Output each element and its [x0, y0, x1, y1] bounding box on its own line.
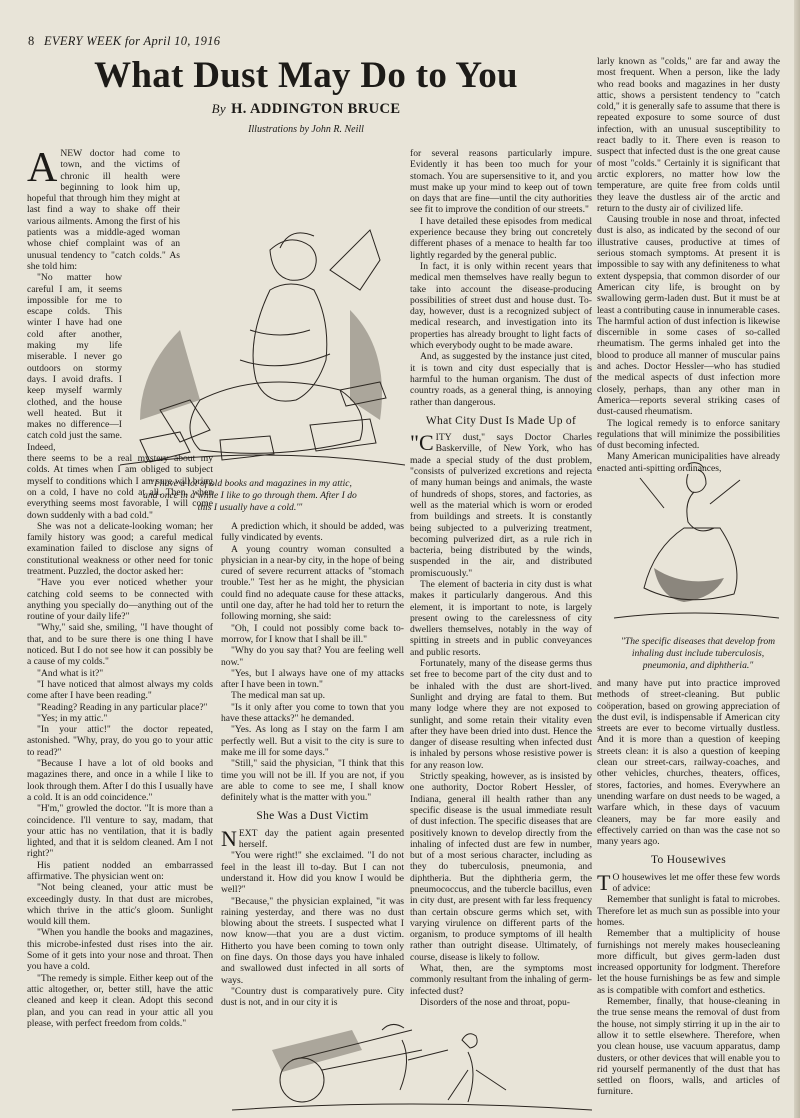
- col4-p6: T O housewives let me offer these few words of advice:: [597, 869, 780, 895]
- col2-p8: "Yes. As long as I stay on the farm I am perfectly well. But a visit to the city is sure to make me ill for some days.": [221, 724, 404, 758]
- col2-p5: "Yes, but I always have one of my attacks after I have been in town.": [221, 667, 404, 691]
- col2-p13: "Country dust is comparatively pure. City dust is not, and in our city it is: [221, 985, 404, 1009]
- subhead-city-dust: What City Dust Is Made Up of: [425, 414, 577, 427]
- col2-p11: "You were right!" she exclaimed. "I do not feel in the least ill to-day. But I can not understand it. How did you know I would be well?": [221, 850, 404, 896]
- col1-p3: there seems to be a real mystery about my colds. At times when I am obliged to subject myself to conditions which I am sure will bring on a cold, I have no cold at all. Then, when everything seems most favorable, I will come down suddenly with a bad cold.": [27, 453, 213, 521]
- col1-p1: ANEW doctor had come to town, and the victims of chronic ill health were beginning to look him up, hopeful that through him they might at last find a way to shake off their various ailments. Among the first of his patients was a middle-aged woman whose chief complaint was of an unusual tendency to "catch colds." As she told him:: [27, 145, 180, 272]
- col4-p3: The logical remedy is to enforce sanitary regulations that will minimize the possibilities of dust becoming infected.: [597, 417, 780, 452]
- col4-p2: Causing trouble in nose and throat, infected dust is also, as indicated by the second of our illustrative causes, productive at times of serious stomach symptoms. At present it is impossible to say with any definiteness to what extent dyspepsia, that common disorder of our American city life, is brought on by swallowing germ-laden dust. But it must be at least a contributing cause in innumerable cases. The harmful action of dust infection is likewise discernible in some cases of so-called rheumatism. The germs inhaled get into the blood to produce all manner of muscular pains and aches. Doctor Hessler—who has studied the medical aspects of dust infection more closely, perhaps, than any other man in America—reports several striking cases of dust-caused rheumatism.: [597, 214, 780, 418]
- col1-p12: "Because I have a lot of old books and magazines there, and once in a while I like to look through them. After I do this I usually have a cold. It is an odd coincidence.": [27, 758, 213, 803]
- article-title: What Dust May Do to You: [94, 55, 518, 96]
- author-name: H. ADDINGTON BRUCE: [231, 101, 401, 117]
- col1-p17: "The remedy is simple. Either keep out of the attic altogether, or, better still, have the attic cleaned and keep it clean. Adopt this second plan, and you can read in your attic all you please, with perfect freedom from colds.": [27, 972, 213, 1029]
- col3-p6: The element of bacteria in city dust is what makes it particularly dangerous. And this element, it is important to note, is largely present owing to the carelessness of city dwellers themselves, notably in the way of spitting in streets and in public conveyances and public resorts.: [410, 578, 592, 658]
- page-number: 8: [28, 34, 35, 48]
- col1-p6: "Why," said she, smiling, "I have thought of that, and to be sure there is one thing I have noticed. But I do not see how it can possibly be a cause of my colds.": [27, 622, 213, 668]
- dancer-illustration: [614, 448, 779, 628]
- col1-p13: "H'm," growled the doctor. "It is more than a coincidence. I'll venture to say, madam, that your attic has no ventilation, that it is badly lighted, and that it is seldom cleaned. Am I not right?": [27, 803, 213, 860]
- col1-p10: "Yes; in my attic.": [37, 712, 108, 724]
- col4-p4: Many American municipalities have already enacted anti-spitting ordinances,: [597, 451, 780, 474]
- col1-p8: "I have noticed that almost always my colds come after I have been reading.": [27, 678, 213, 702]
- col4-p5: and many have put into practice improved methods of street-cleaning. But public coöperation, based on growing appreciation of the dust evil, is indispensable if American city streets are ever to become virtually dustless. And it is more than a question of keeping streets clean: it is also a question of keeping clean our street-cars, railway-coaches, and other vehicles, churches, theaters, offices, stores, factories, and homes. Everywhere an unending warfare on dust needs to be waged, a warfare which, in these days of vacuum cleaners, may be far more easily and effectively carried on than was the case not so many years ago.: [597, 678, 780, 848]
- col3-p9: What, then, are the symptoms most commonly resultant from the inhaling of germ-infected dust?: [410, 963, 592, 997]
- column-4-bottom: [597, 678, 780, 1098]
- col2-p6: The medical man sat up.: [231, 690, 326, 702]
- col2-p7: "Is it only after you come to town that you have these attacks?" he demanded.: [221, 701, 404, 725]
- running-head-text: EVERY WEEK for April 10, 1916: [44, 34, 221, 48]
- col1-p7: "And what is it?": [37, 667, 104, 679]
- column-3: [410, 148, 592, 1008]
- column-4-top: [597, 56, 780, 474]
- running-head: [28, 34, 220, 49]
- col1-p4: She was not a delicate-looking woman; her family history was good; a careful medical examination failed to disclose any signs of constitutional weakness or other need for tonic treatment. Puzzled, the doctor asked her:: [27, 520, 213, 577]
- illustrator-credit: Illustrations by John R. Neill: [248, 124, 364, 135]
- column-1-full: [27, 145, 213, 1029]
- col2-p4: "Why do you say that? You are feeling well now.": [221, 645, 404, 668]
- col1-p14: His patient nodded an embarrassed affirmative. The physician went on:: [27, 859, 213, 882]
- col2-p3: "Oh, I could not possibly come back to-morrow, for I know that I shall be ill.": [221, 622, 404, 645]
- col1-p9: "Reading? Reading in any particular place?": [37, 701, 208, 713]
- col3-p4: And, as suggested by the instance just cited, it is town and city dust especially that is harmful to the human organism. The dust of country roads, as a general thing, is annoying rather than dangerous.: [410, 351, 592, 408]
- col2-p10: NEXT day the patient again presented herself.: [221, 825, 404, 851]
- col2-p9: "Still," said the physician, "I think that this time you will not be ill. If you are not, if you are able to come to see me, I shall know definitely what is the matter with you.": [221, 758, 404, 804]
- col3-p2: I have detailed these episodes from medical experience because they bring out concretely different phases of a menace to health far too lightly regarded by the general public.: [410, 215, 592, 261]
- subhead-dust-victim: She Was a Dust Victim: [256, 810, 369, 823]
- col3-p5: "CITY dust," says Doctor Charles Baskerville, of New York, who has made a special study of the dust problem, "consists of pulverized excretions and rejecta of many human beings and animals, the waste of hundreds of shops, stores, and factories, as well as the material which is worn or eroded from buildings and streets. It is constantly being subjected to a pulverizing treatment, becoming pulverized dirt, as a rule rich in bacteria, being distributed by the winds, suspended in the air, and distributed promiscuously.": [410, 430, 592, 579]
- col2-p12: "Because," the physician explained, "it was raining yesterday, and there was no dust blowing about the streets. I suspected what I now know—that you are a dust victim. Hitherto you have been coming to town only on fine days. On those days you have inhaled and swallowed dust infected in all sorts of ways.: [221, 895, 404, 986]
- col3-p8: Strictly speaking, however, as is insisted by one authority, Doctor Robert Hessler, of Indiana, general ill health rather than any specific disease is the usual immediate result of dust infection. The specific diseases that are positively known to develop directly from the inhaling of infected dust are few in number, but of a most serious character, including as they do tuberculosis, pneumonia, and diphtheria. But the diphtheria germ, the pneumococcus, and the tubercle bacillus, even in city dust, are present with far less frequency than certain obscure germs which set, with varying virulence on different parts of the organism, to produce symptoms of ill health rather than outright disease. Ultimately, of course, disease is likely to follow.: [410, 771, 592, 963]
- col4-p9: Remember, finally, that house-cleaning in the true sense means the removal of dust from the house, not simply stirring it up in the air to allow it to settle elsewhere. Therefore, when you clean house, use vacuum apparatus, damp dusters, or other devices that will enable you to rid yourself permanently of the dust that has settled on floors, walls, and articles of furniture.: [597, 996, 780, 1098]
- byline: [0, 101, 612, 118]
- col4-p1: larly known as "colds," are far and away the most frequent. When a person, like the lady who read books and magazines in her dusty attic, shows a persistent tendency to "catch cold," it is generally safe to assume that there is repeated exposure to some source of dust infection, with an unusual susceptibility to react badly to it. There even is reason to suspect that infected dust is the one great cause of most "colds." Certainly it is significant that arctic explorers, no matter how low the temperature, are quite free from colds until they leave the dustless air of the arctic and return to the dusty air of civilized life.: [597, 56, 780, 214]
- col3-p10: Disorders of the nose and throat, popu-: [420, 996, 571, 1008]
- col1-p2: "No matter how careful I am, it seems impossible for me to escape colds. This winter I have had one cold after another, making my life miserable. I never go outdoors on stormy days. I avoid drafts. I keep myself warmly clothed, and the house well heated. But it makes no difference—I catch cold just the same. Indeed,: [27, 272, 122, 453]
- col1-p5: "Have you ever noticed whether your catching cold seems to be connected with anything you specially do—anything out of the routine of your daily life?": [27, 577, 213, 623]
- col1-p15: "Not being cleaned, your attic must be exceedingly dusty. In that dust are microbes, which thrive in the attic's gloom. Sunlight would kill them.: [27, 882, 213, 928]
- subhead-housewives: To Housewives: [651, 854, 726, 867]
- col3-p3: In fact, it is only within recent years that medical men themselves have really begun to take into account the disease-producing possibilities of street dust and house dust. To-day, however, dust is a recognized subject of medical research, and investigation into its properties has already brought to light facts of which everybody ought to be made aware.: [410, 260, 592, 352]
- col4-p8: Remember that a multiplicity of house furnishings not merely makes housecleaning more difficult, but gives germ-laden dust increased opportunity for lodgment. Therefore let the house furnishings be as few and simple as is compatible with comfort and esthetics.: [597, 928, 780, 996]
- col3-p7: Fortunately, many of the disease germs thus set free to become part of the city dust and to be inhaled with the dust are short-lived. Sunlight and drying are fatal to them. But many lodge where they are not exposed to sunlight, and some retain their vitality even after they have been dried into dust. Hence the danger of disease resulting when infected dust is inhaled by persons whose resistive power is for any reason low.: [410, 658, 592, 771]
- col1-p11: "In your attic!" the doctor repeated, astonished. "Why, pray, do you go to your attic to read?": [27, 724, 213, 758]
- col2-p2: A young country woman consulted a physician in a near-by city, in the hope of being cured of severe recurrent attacks of "stomach trouble." Test her as he might, the physician could find no adequate cause for these attacks, until one day, after he had told her to return the following morning, she said:: [221, 543, 404, 623]
- byline-by: By: [211, 101, 227, 116]
- column-2: [221, 521, 404, 1008]
- attic-caption: "'I have a lot of old books and magazines in my attic, and once in a while I like to go through them. After I do this I usually have a cold.'": [143, 478, 357, 513]
- dancer-caption: "The specific diseases that develop from inhaling dust include tuberculosis, pneumonia, and diphtheria.": [620, 636, 776, 671]
- col1-p16: "When you handle the books and magazines, this microbe-infested dust rises into the air. Some of it gets into your nose and throat. Then you have a cold.: [27, 927, 213, 973]
- col4-p7: Remember that sunlight is fatal to microbes. Therefore let as much sun as possible into your homes.: [597, 894, 780, 928]
- col2-p1: A prediction which, it should be added, was fully vindicated by events.: [221, 521, 404, 544]
- wheelbarrow-illustration: [232, 1010, 592, 1118]
- col3-p1: for several reasons particularly impure. Evidently it has been too much for your stomach. You are supersensitive to it, and you must make up your mind to keep out of town on days that are fine—until the city authorities see fit to improve the condition of our streets.": [410, 148, 592, 216]
